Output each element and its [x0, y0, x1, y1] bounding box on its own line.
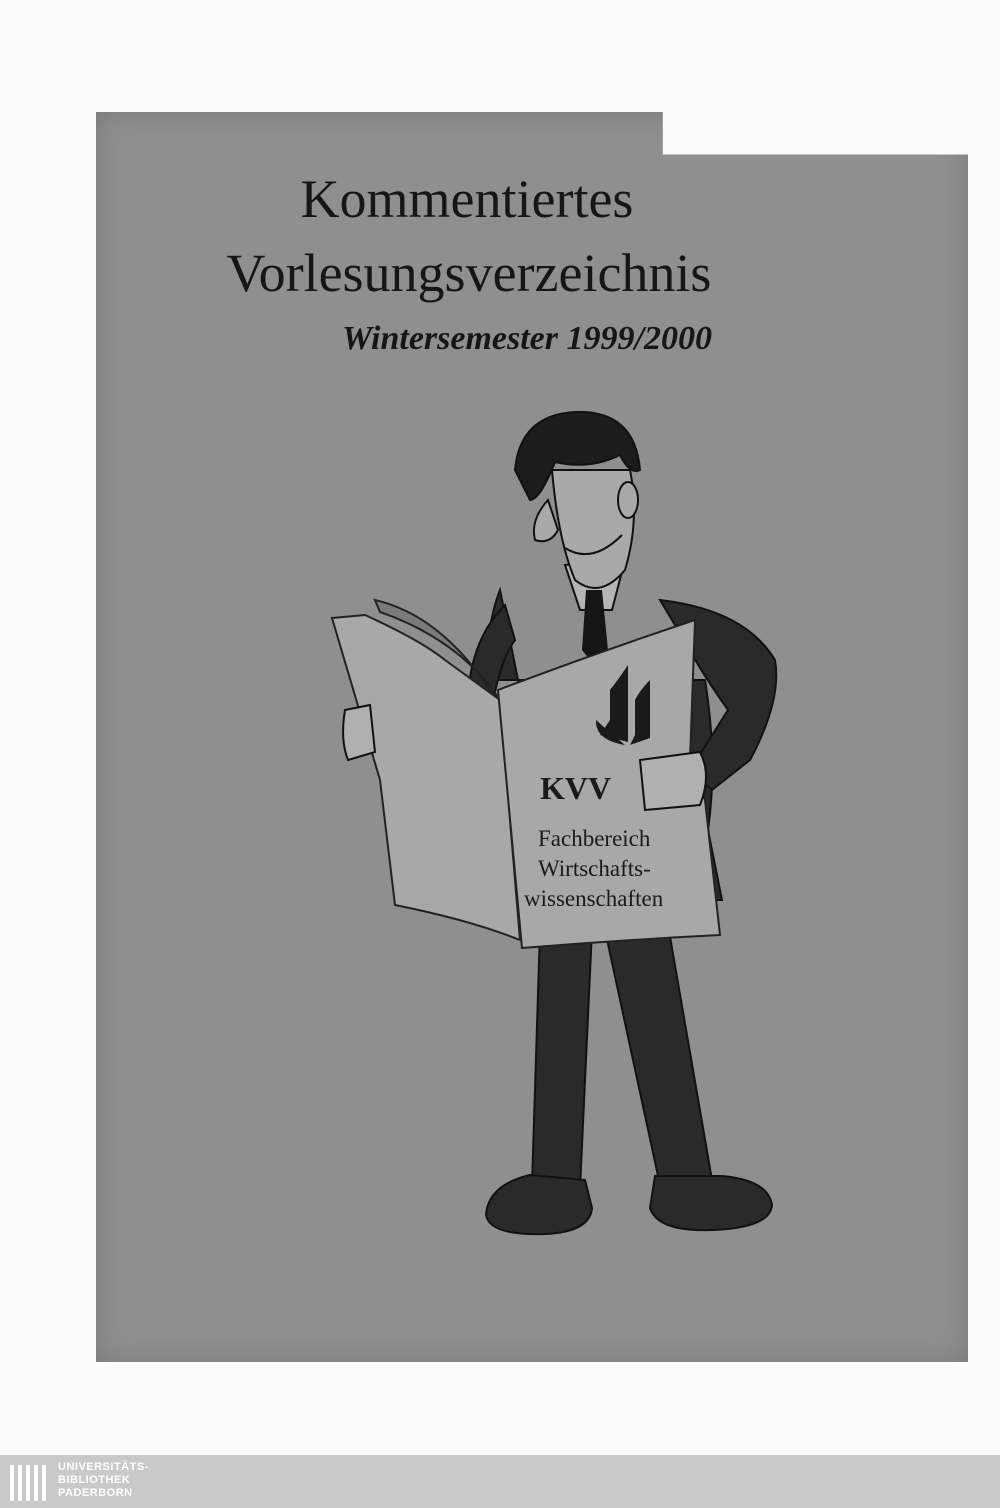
library-logo-icon	[8, 1459, 50, 1505]
nose	[534, 500, 558, 541]
newspaper-line-1: Fachbereich	[538, 826, 651, 851]
head	[515, 412, 640, 588]
left-leg	[532, 930, 592, 1188]
footer-line-1: UNIVERSITÄTS-	[58, 1461, 149, 1473]
title-line-2: Vorlesungsverzeichnis	[226, 243, 712, 303]
newspaper-line-3: wissenschaften	[524, 886, 664, 911]
library-footer-bar	[0, 1455, 1000, 1508]
left-hand	[343, 705, 375, 760]
right-hand	[640, 752, 706, 810]
semester-subtitle: Wintersemester 1999/2000	[342, 320, 712, 357]
title-line-1: Kommentiertes	[300, 169, 634, 229]
ear	[618, 482, 638, 518]
footer-line-2: BIBLIOTHEK	[58, 1474, 131, 1486]
newspaper-line-2: Wirtschafts-	[538, 856, 651, 881]
footer-line-3: PADERBORN	[58, 1487, 133, 1499]
right-shoe	[650, 1176, 772, 1230]
left-shoe	[486, 1175, 592, 1234]
right-leg	[605, 925, 712, 1185]
newspaper-kvv-label: KVV	[540, 770, 612, 806]
